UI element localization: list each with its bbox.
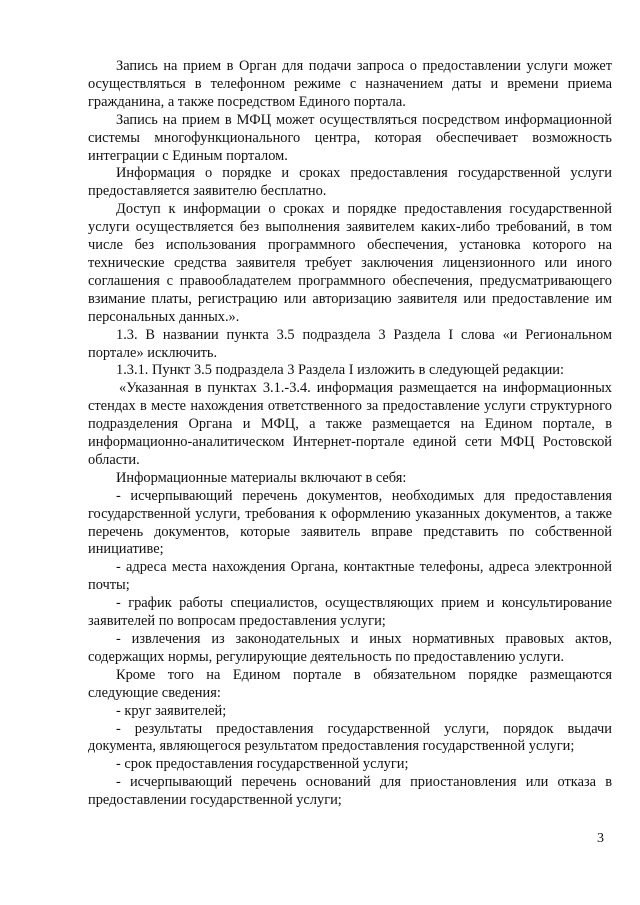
paragraph-appointment-mfc: Запись на прием в МФЦ может осуществляться посредством информационной системы многофункционального центра, которая обеспечивает возможность интеграции с Единым порталом.	[88, 111, 612, 164]
list-item-addresses: - адреса места нахождения Органа, контактные телефоны, адреса электронной почты;	[88, 559, 612, 594]
paragraph-quoted-text: «Указанная в пунктах 3.1.-3.4. информация размещается на информационных стендах в месте нахождения ответственного за предоставление услуги структурного подразделения Органа и МФЦ, а также размещается на Едином портале, в информационно-аналитическом Интернет-портале единой сети МФЦ Ростовской области.	[88, 380, 612, 468]
paragraph-free-information: Информация о порядке и сроках предоставления государственной услуги предоставляется заявителю бесплатно.	[88, 165, 612, 200]
paragraph-clause-1-3: 1.3. В названии пункта 3.5 подраздела 3 Раздела I слова «и Региональном портале» исключить.	[88, 326, 612, 361]
list-item-applicants: - круг заявителей;	[116, 702, 227, 719]
list-item-term: - срок предоставления государственной услуги;	[116, 756, 409, 773]
list-item-schedule: - график работы специалистов, осуществляющих прием и консультирование заявителей по вопросам предоставления услуги;	[88, 595, 612, 630]
list-item-regulations: - извлечения из законодательных и иных нормативных правовых актов, содержащих нормы, регулирующие деятельность по предоставлению услуги.	[88, 631, 612, 665]
page-number: 3	[597, 831, 604, 846]
list-item-documents: - исчерпывающий перечень документов, необходимых для предоставления государственной услуги, требования к оформлению указанных документов, а также перечень документов, которые заявитель вправе представить по собственной инициативе;	[88, 487, 612, 558]
list-item-results: - результаты предоставления государственной услуги, порядок выдачи документа, являющегося результатом предоставления государственной услуги;	[88, 720, 612, 755]
paragraph-access-information: Доступ к информации о сроках и порядке предоставления государственной услуги осуществляется без выполнения заявителем каких-либо требований, в том числе без использования программного обеспечения, установка которого на технические средства заявителя требует заключения лицензионного или иного соглашения с правообладателем программного обеспечения, предусматривающего взимание платы, регистрацию или авторизацию заявителя или предоставление им персональных данных.».	[88, 201, 612, 325]
paragraph-portal-information: Кроме того на Едином портале в обязательном порядке размещаются следующие сведения:	[88, 666, 612, 701]
paragraph-clause-1-3-1: 1.3.1. Пункт 3.5 подраздела 3 Раздела I изложить в следующей редакции:	[116, 362, 564, 379]
document-body	[88, 58, 612, 810]
paragraph-appointment-organ: Запись на прием в Орган для подачи запроса о предоставлении услуги может осуществляться в телефонном режиме с назначением даты и времени приема гражданина, а также посредством Единого портала.	[88, 58, 612, 110]
paragraph-materials-intro: Информационные материалы включают в себя:	[116, 469, 407, 486]
list-item-grounds: - исчерпывающий перечень оснований для приостановления или отказа в предоставлении государственной услуги;	[88, 774, 612, 809]
